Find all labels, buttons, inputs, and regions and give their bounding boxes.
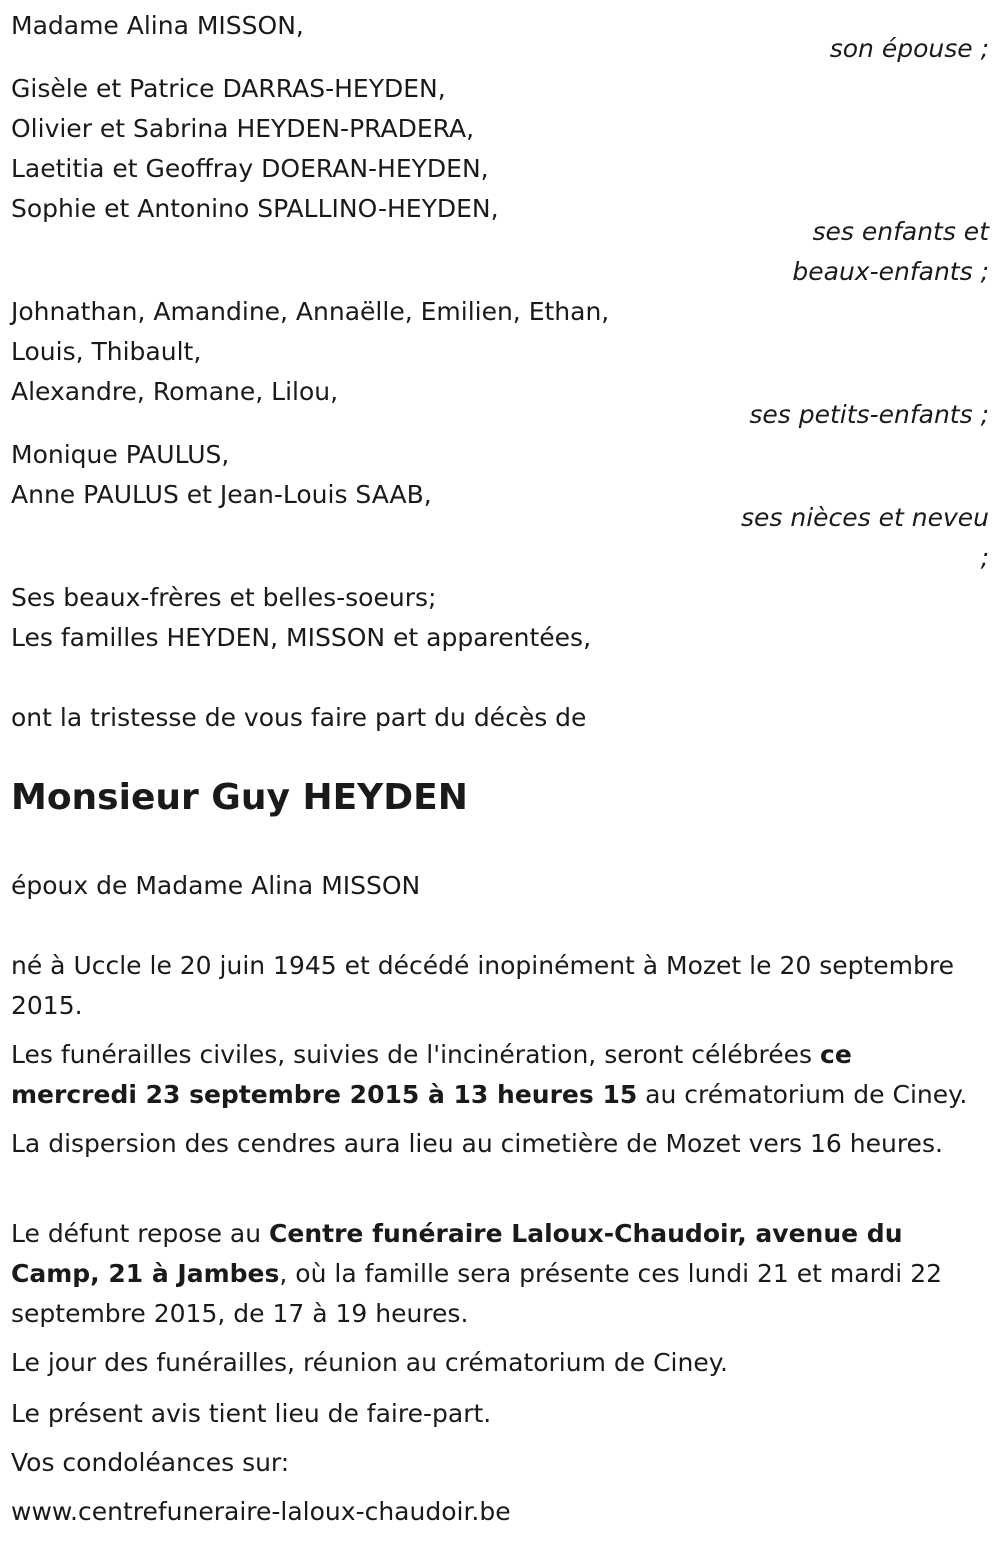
funeral-date: ce mercredi 23 septembre 2015 à 13 heures 15 <box>11 1040 852 1109</box>
nieces-line: Monique PAULUS, <box>11 440 230 469</box>
children-line: Olivier et Sabrina HEYDEN-PRADERA, <box>11 114 475 143</box>
children-section <box>11 69 989 229</box>
repose-text-pre: Le défunt repose au <box>11 1219 270 1248</box>
repose-location: Centre funéraire Laloux-Chaudoir, avenue du Camp, 21 à Jambes <box>11 1219 903 1288</box>
children-role-line1: ses enfants et <box>812 217 989 246</box>
condolences-website: www.centrefuneraire-laloux-chaudoir.be <box>11 1497 511 1526</box>
grandchildren-line: Louis, Thibault, <box>11 337 202 366</box>
spouse-name: Madame Alina MISSON, <box>11 11 304 40</box>
funeral-text-post: au crématorium de Ciney. <box>637 1080 968 1109</box>
spouse-of: époux de Madame Alina MISSON <box>11 871 421 900</box>
children-role-line2: beaux-enfants ; <box>792 257 989 286</box>
announcement: ont la tristesse de vous faire part du décès de <box>11 703 587 732</box>
grandchildren-role: ses petits-enfants ; <box>749 400 989 429</box>
funeral-paragraph <box>11 1035 986 1115</box>
family-section <box>11 578 989 658</box>
family-line: Les familles HEYDEN, MISSON et apparentées, <box>11 623 592 652</box>
deceased-name: Monsieur Guy HEYDEN <box>11 777 468 818</box>
grandchildren-section <box>11 292 989 412</box>
nieces-role-line1: ses nièces et neveu <box>740 503 989 532</box>
funeral-text-pre: Les funérailles civiles, suivies de l'incinération, seront célébrées <box>11 1040 820 1069</box>
spouse-role: son épouse ; <box>829 34 989 63</box>
nieces-role-line2: ; <box>980 543 989 572</box>
birth-death-text: né à Uccle le 20 juin 1945 et décédé inopinément à Mozet le 20 septembre 2015. <box>11 951 954 1020</box>
children-line: Gisèle et Patrice DARRAS-HEYDEN, <box>11 74 446 103</box>
condolences-label: Vos condoléances sur: <box>11 1448 290 1477</box>
family-line: Ses beaux-frères et belles-soeurs; <box>11 583 437 612</box>
ashes-text: La dispersion des cendres aura lieu au cimetière de Mozet vers 16 heures. <box>11 1129 943 1158</box>
children-line: Sophie et Antonino SPALLINO-HEYDEN, <box>11 194 499 223</box>
nieces-line: Anne PAULUS et Jean-Louis SAAB, <box>11 480 432 509</box>
repose-text-post: , où la famille sera présente ces lundi 21 et mardi 22 septembre 2015, de 17 à 19 heures. <box>11 1259 943 1328</box>
meeting-text: Le jour des funérailles, réunion au crématorium de Ciney. <box>11 1348 728 1377</box>
children-line: Laetitia et Geoffray DOERAN-HEYDEN, <box>11 154 489 183</box>
repose-paragraph <box>11 1214 986 1334</box>
grandchildren-line: Johnathan, Amandine, Annaëlle, Emilien, Ethan, <box>11 297 610 326</box>
grandchildren-line: Alexandre, Romane, Lilou, <box>11 377 339 406</box>
notice-text: Le présent avis tient lieu de faire-part. <box>11 1399 492 1428</box>
